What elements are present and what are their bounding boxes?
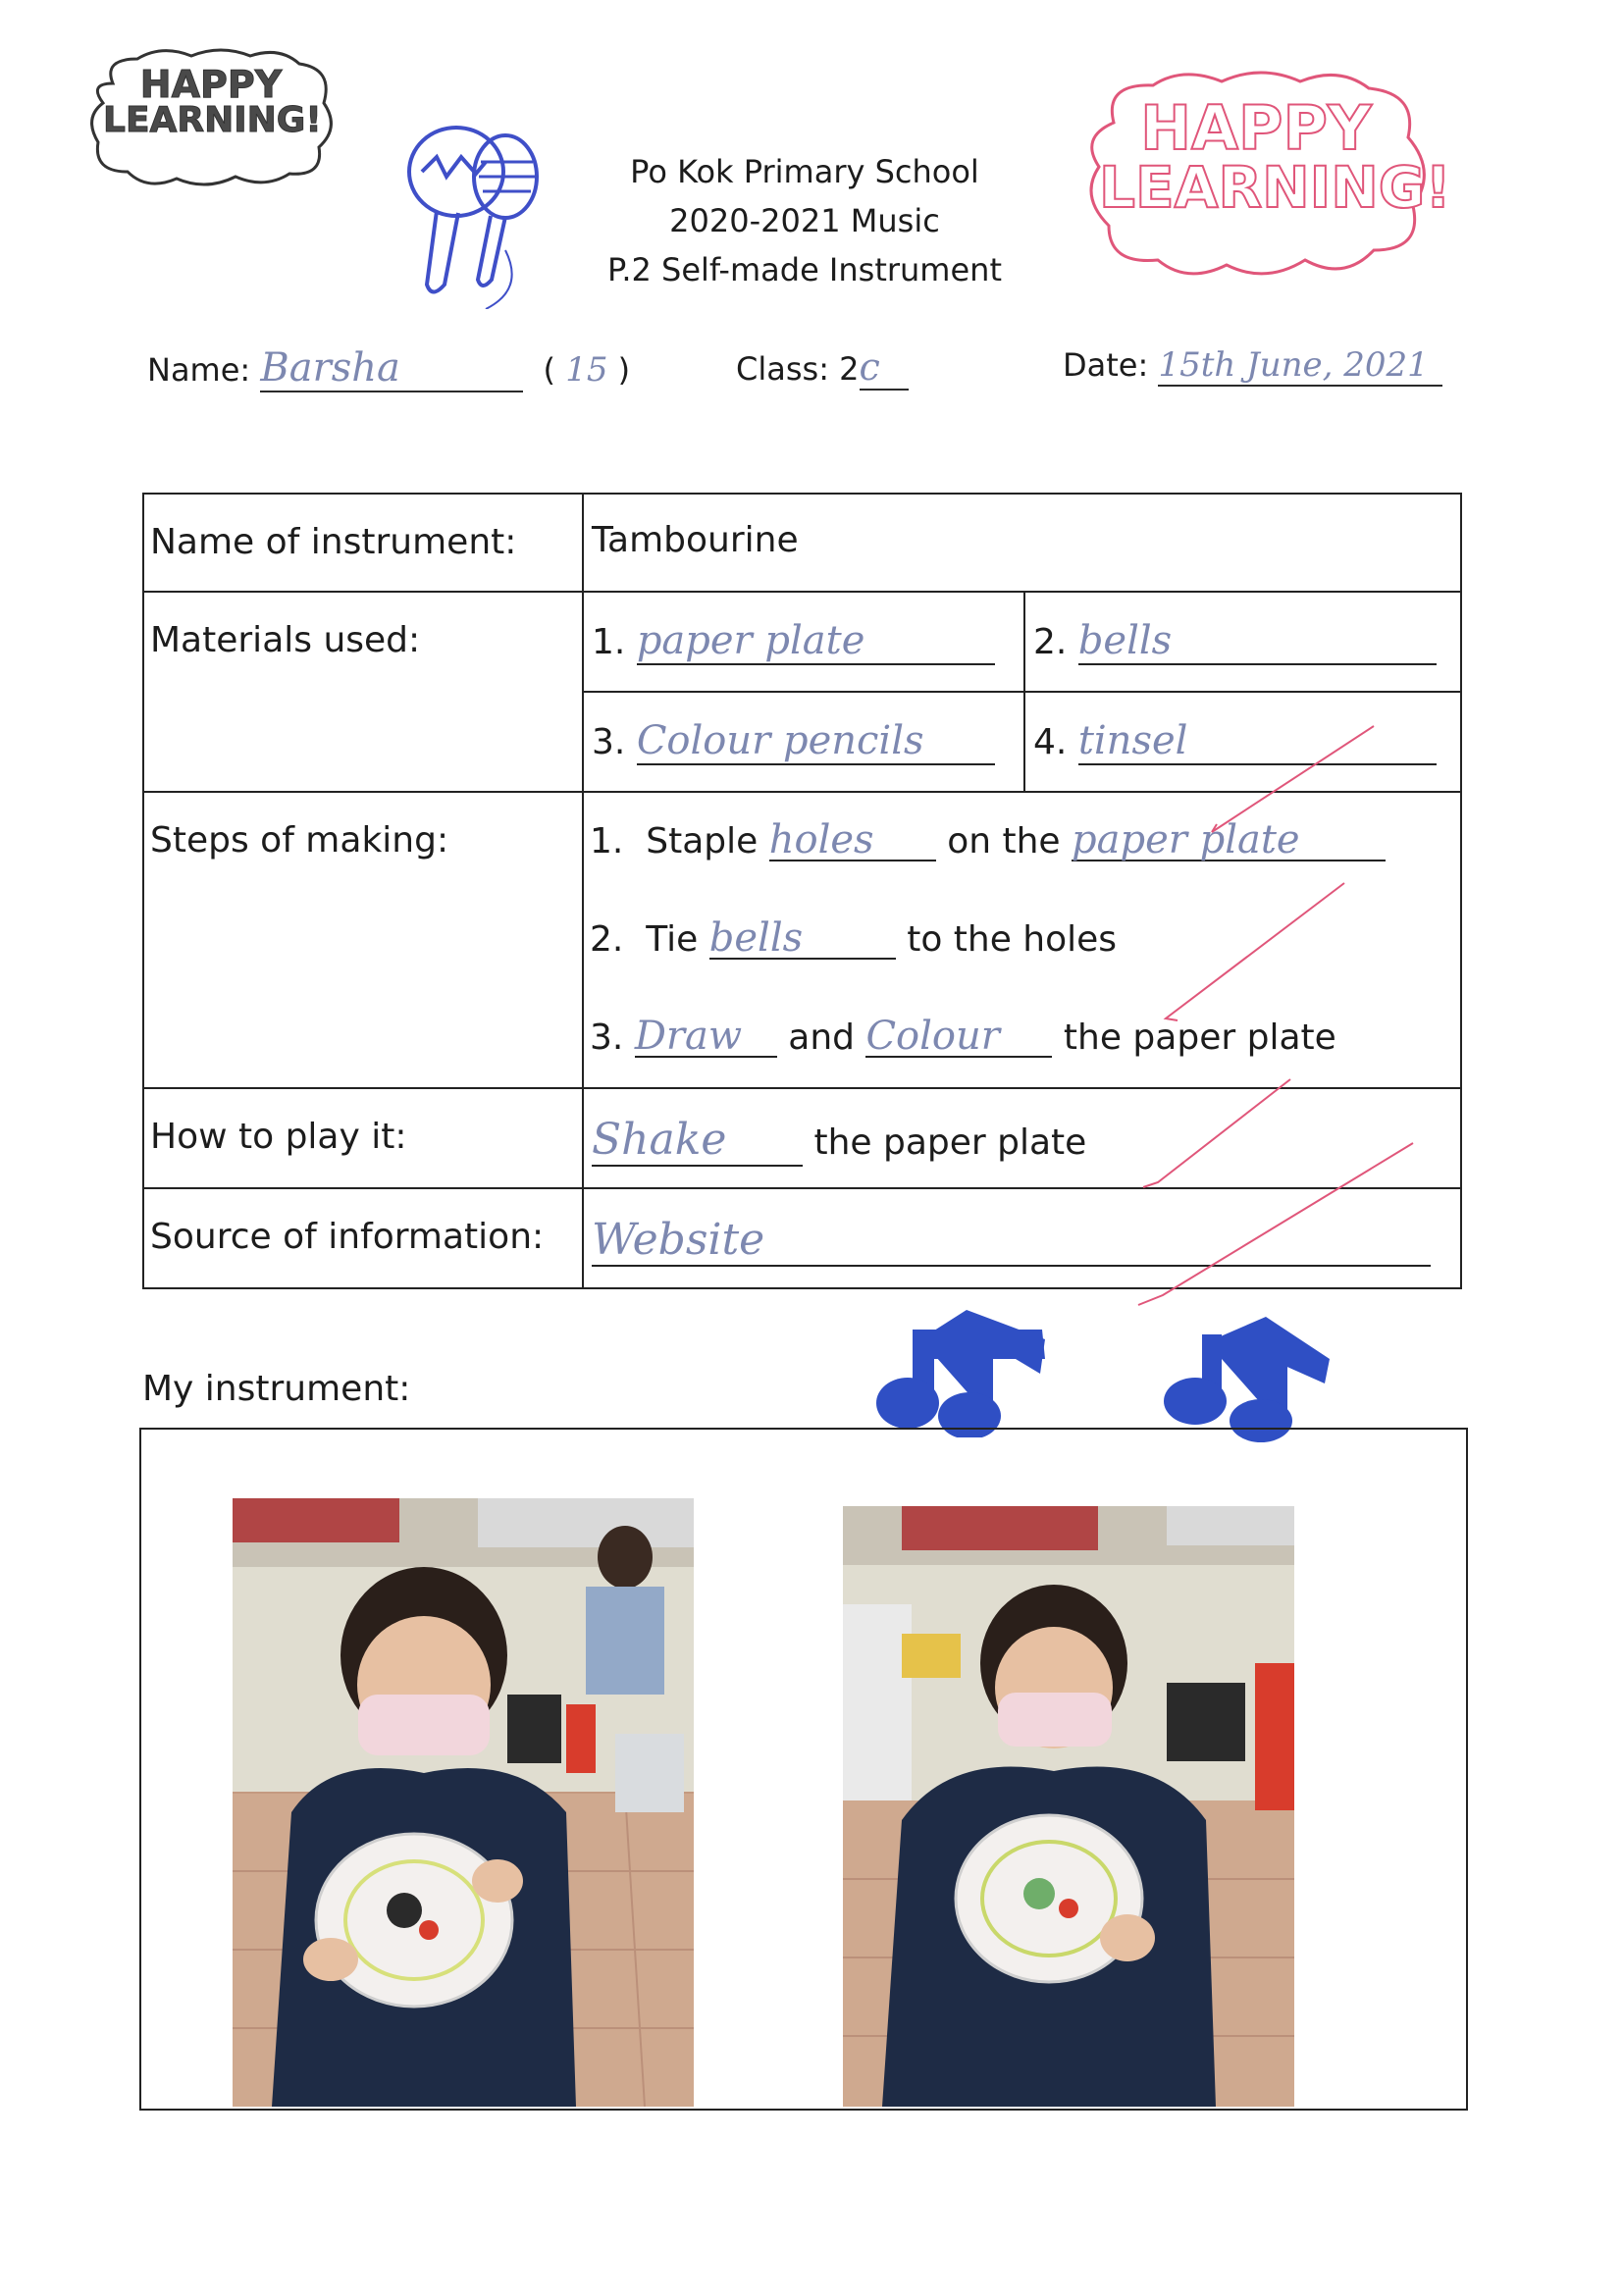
name-label: Name: — [147, 351, 251, 389]
steps-label: Steps of making: — [143, 792, 583, 1088]
student-photo-1 — [233, 1498, 694, 2107]
source-label: Source of information: — [143, 1188, 583, 1288]
instrument-row — [143, 494, 1461, 592]
date-value: 15th June, 2021 — [1158, 345, 1442, 387]
material-num: 2. — [1033, 622, 1068, 662]
material-cell — [583, 692, 1024, 792]
step-answer: holes — [769, 820, 936, 861]
music-note-icon — [873, 1300, 1060, 1437]
stamp-line-1: HAPPY — [1140, 92, 1372, 164]
maraca-stamp — [388, 113, 564, 309]
class-field — [736, 345, 909, 391]
material-cell — [1024, 592, 1461, 692]
date-label: Date: — [1063, 346, 1149, 384]
happy-learning-stamp-left — [83, 44, 339, 191]
number-open: ( — [543, 351, 556, 389]
check-mark-icon — [1119, 706, 1452, 1334]
class-value: c — [860, 345, 909, 391]
materials-row — [143, 592, 1461, 692]
source-answer: Website — [592, 1215, 1431, 1267]
stamp-line-1: HAPPY — [139, 63, 283, 106]
step-text: Tie — [646, 919, 699, 960]
worksheet-title: P.2 Self-made Instrument — [607, 251, 1002, 288]
step-text: and — [788, 1018, 855, 1058]
material-value: bells — [1078, 618, 1437, 665]
step-text: the paper plate — [1063, 1018, 1336, 1058]
step-answer: bells — [709, 918, 896, 960]
my-instrument-label: My instrument: — [142, 1369, 411, 1409]
class-label: Class: 2 — [736, 350, 860, 388]
play-label: How to play it: — [143, 1088, 583, 1188]
school-name: Po Kok Primary School — [630, 153, 979, 190]
step-num: 2. — [590, 919, 624, 960]
happy-learning-stamp-right — [1074, 64, 1451, 289]
stamp-line-2: LEARNING! — [1099, 154, 1451, 221]
play-answer: Shake — [592, 1115, 803, 1167]
instrument-photo-box — [139, 1428, 1468, 2111]
step-num: 3. — [590, 1018, 624, 1058]
student-name-field — [147, 345, 630, 392]
stamp-line-2: LEARNING! — [103, 100, 322, 140]
maraca-stamp-icon — [388, 113, 564, 309]
material-num: 3. — [592, 722, 626, 762]
step-answer: Draw — [635, 1017, 777, 1058]
materials-label: Materials used: — [143, 592, 583, 792]
step-text: Staple — [646, 821, 759, 861]
instrument-label: Name of instrument: — [143, 494, 583, 592]
school-year-subject: 2020-2021 Music — [669, 202, 940, 239]
instrument-value: Tambourine — [583, 494, 1461, 592]
step-answer: paper plate — [1072, 820, 1386, 861]
material-value: Colour pencils — [637, 718, 995, 765]
step-num: 1. — [590, 821, 624, 861]
student-photo-2 — [843, 1506, 1294, 2107]
class-number-value: 15 — [565, 350, 608, 390]
date-field — [1063, 345, 1442, 387]
material-num: 4. — [1033, 722, 1068, 762]
name-value: Barsha — [260, 345, 523, 392]
step-text: to the holes — [907, 919, 1118, 960]
step-answer: Colour — [865, 1017, 1052, 1058]
material-num: 1. — [592, 622, 626, 662]
music-note-icon — [1158, 1305, 1344, 1442]
material-value: tinsel — [1078, 718, 1437, 765]
number-close: ) — [617, 351, 631, 389]
material-value: paper plate — [637, 618, 995, 665]
play-text: the paper plate — [813, 1122, 1087, 1163]
material-cell — [583, 592, 1024, 692]
step-text: on the — [947, 821, 1061, 861]
school-header — [550, 147, 1060, 294]
